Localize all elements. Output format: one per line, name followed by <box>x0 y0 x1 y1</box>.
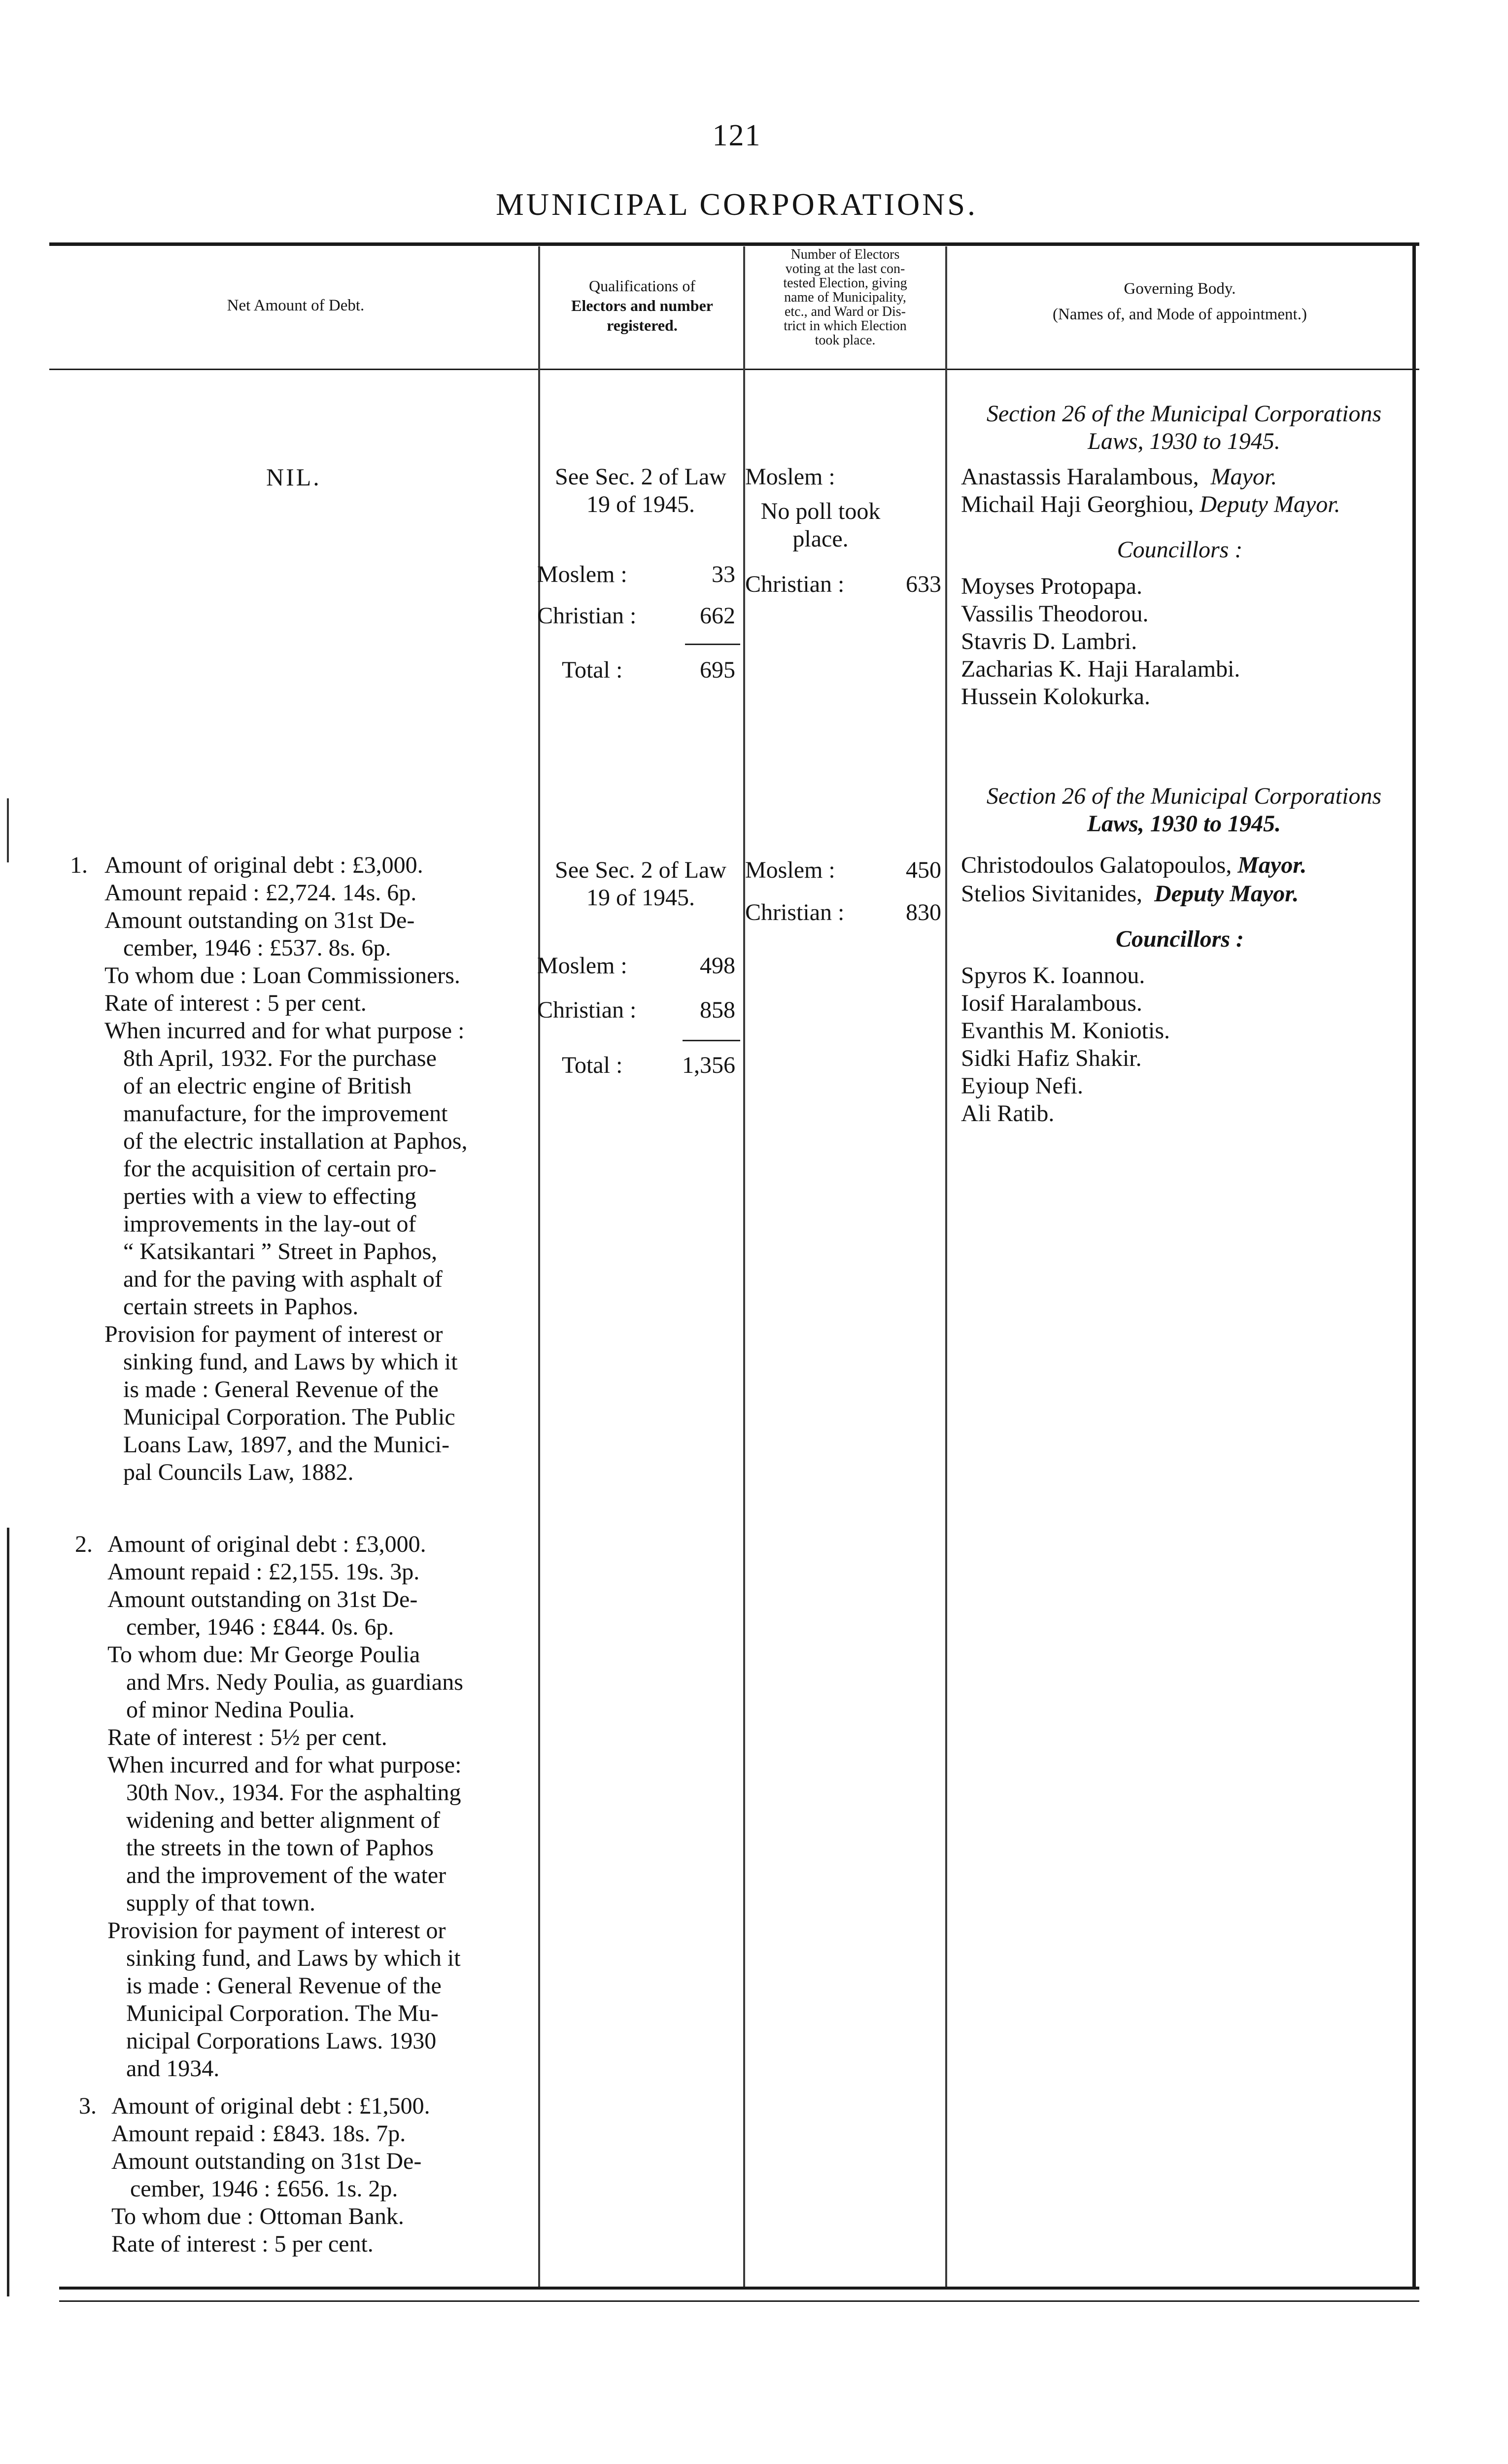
registered-moslem-value-2: 498 <box>700 953 735 979</box>
registered-total-label-2: Total : <box>562 1052 623 1078</box>
registered-christian-label-2: Christian : <box>537 997 637 1023</box>
voting-moslem-value-2: 450 <box>906 857 941 883</box>
debt-nil: NIL. <box>266 463 321 491</box>
voting-christian-label: Christian : <box>745 571 845 597</box>
registered-moslem-value: 33 <box>712 561 735 587</box>
councillors-heading: Councillors : <box>1117 537 1243 563</box>
table-right-border <box>1412 242 1416 2290</box>
header-voting: Number of Electors voting at the last con- tested Election, giving name of Municipality, etc., and Ward or Dis- trict in which Election took place. <box>783 247 907 348</box>
debt-2-details: Amount of original debt : £3,000. Amount repaid : £2,155. 19s. 3p. Amount outstanding on 31st De- cember, 1946 : £844. 0s. 6p. To whom due: Mr George Poulia and Mrs. Nedy Poulia, as guardians of minor Nedina Poulia. Rate of interest : 5½ per cent. When incurred and for what purpose: 30th Nov., 1934. For the asphalting widening and better alignment of the streets in the town of Paphos and the improvement of the water supply of that town. Provision for payment of interest or sinking fund, and Laws by which it is made : General Revenue of the Municipal Corporation. The Mu- nicipal Corporations Laws. 1930 and 1934. <box>107 1531 463 2082</box>
registered-moslem-label-2: Moslem : <box>537 953 627 979</box>
page-number: 121 <box>712 119 761 152</box>
registered-christian-value-2: 858 <box>700 997 735 1023</box>
qualification-text: See Sec. 2 of Law 19 of 1945. <box>555 464 726 517</box>
registered-christian-value: 662 <box>700 603 735 629</box>
page-bottom-rule <box>59 2300 1419 2302</box>
column-divider-3 <box>945 246 947 2287</box>
page-title: MUNICIPAL CORPORATIONS. <box>496 187 978 222</box>
registered-moslem-label: Moslem : <box>537 561 627 587</box>
header-bottom-rule <box>49 369 1419 370</box>
header-qualifications: Qualifications of Electors and number registered. <box>571 277 713 334</box>
governing-section-reference-2: Section 26 of the Municipal Corporations Laws, 1930 to 1945. <box>986 783 1382 837</box>
table-bottom-rule <box>59 2287 1419 2290</box>
table-top-rule <box>49 242 1419 246</box>
voting-christian-value: 633 <box>906 571 941 597</box>
councillors-list <box>961 573 1240 711</box>
list-item: Zacharias K. Haji Haralambi. <box>961 656 1240 682</box>
voting-christian-label-2: Christian : <box>745 899 845 925</box>
list-item: Sidki Hafiz Shakir. <box>961 1045 1142 1071</box>
total-rule <box>685 644 740 645</box>
registered-total-value: 695 <box>700 657 735 683</box>
list-item: Moyses Protopapa. <box>961 573 1142 599</box>
mayor-line: Anastassis Haralambous, Mayor. <box>961 464 1277 490</box>
list-item: Vassilis Theodorou. <box>961 601 1149 627</box>
mayor-line-2: Christodoulos Galatopoulos, Mayor. <box>961 852 1307 878</box>
registered-total-label: Total : <box>562 657 623 683</box>
header-governing-body: Governing Body. (Names of, and Mode of appointment.) <box>1053 280 1307 323</box>
list-item: Eyioup Nefi. <box>961 1073 1083 1099</box>
registered-christian-label: Christian : <box>537 603 637 629</box>
deputy-mayor-line-2: Stelios Sivitanides, Deputy Mayor. <box>961 881 1299 907</box>
voting-moslem-label: Moslem : <box>745 464 835 490</box>
list-item: Ali Ratib. <box>961 1100 1055 1127</box>
list-item: Iosif Haralambous. <box>961 990 1142 1016</box>
list-item: Evanthis M. Koniotis. <box>961 1018 1170 1044</box>
voting-moslem-note: No poll took place. <box>760 498 881 552</box>
debt-3-details: Amount of original debt : £1,500. Amount repaid : £843. 18s. 7p. Amount outstanding on 31st De- cember, 1946 : £656. 1s. 2p. To whom due : Ottoman Bank. Rate of interest : 5 per cent. <box>111 2093 430 2257</box>
deputy-mayor-line: Michail Haji Georghiou, Deputy Mayor. <box>961 491 1340 517</box>
list-item: Stavris D. Lambri. <box>961 628 1137 654</box>
registered-total-value-2: 1,356 <box>682 1052 735 1078</box>
debt-1-number: 1. <box>70 852 88 878</box>
councillors-heading-2: Councillors : <box>1115 926 1244 952</box>
voting-moslem-label-2: Moslem : <box>745 857 835 883</box>
header-net-amount-of-debt: Net Amount of Debt. <box>227 297 365 314</box>
debt-2-number: 2. <box>75 1531 93 1557</box>
total-rule-2 <box>683 1040 740 1041</box>
list-item: Spyros K. Ioannou. <box>961 962 1145 989</box>
margin-mark <box>7 798 9 862</box>
debt-3-number: 3. <box>79 2093 97 2119</box>
councillors-list-2 <box>961 962 1170 1128</box>
qualification-text-2: See Sec. 2 of Law 19 of 1945. <box>555 857 726 911</box>
column-divider-1 <box>538 246 540 2287</box>
list-item: Hussein Kolokurka. <box>961 684 1150 710</box>
debt-1-details: Amount of original debt : £3,000. Amount repaid : £2,724. 14s. 6p. Amount outstanding on 31st De- cember, 1946 : £537. 8s. 6p. To whom due : Loan Commissioners. Rate of interest : 5 per cent. When incurred and for what purpose : 8th April, 1932. For the purchase of an electric engine of British manufacture, for the improvement of the electric installation at Paphos, for the acquisition of certain pro- perties with a view to effecting improvements in the lay-out of “ Katsikantari ” Street in Paphos, and for the paving with asphalt of certain streets in Paphos. Provision for payment of interest or sinking fund, and Laws by which it is made : General Revenue of the Municipal Corporation. The Public Loans Law, 1897, and the Munici- pal Councils Law, 1882. <box>104 852 468 1485</box>
margin-mark <box>7 1528 9 2296</box>
governing-section-reference: Section 26 of the Municipal Corporations Laws, 1930 to 1945. <box>986 401 1382 454</box>
voting-christian-value-2: 830 <box>906 899 941 925</box>
